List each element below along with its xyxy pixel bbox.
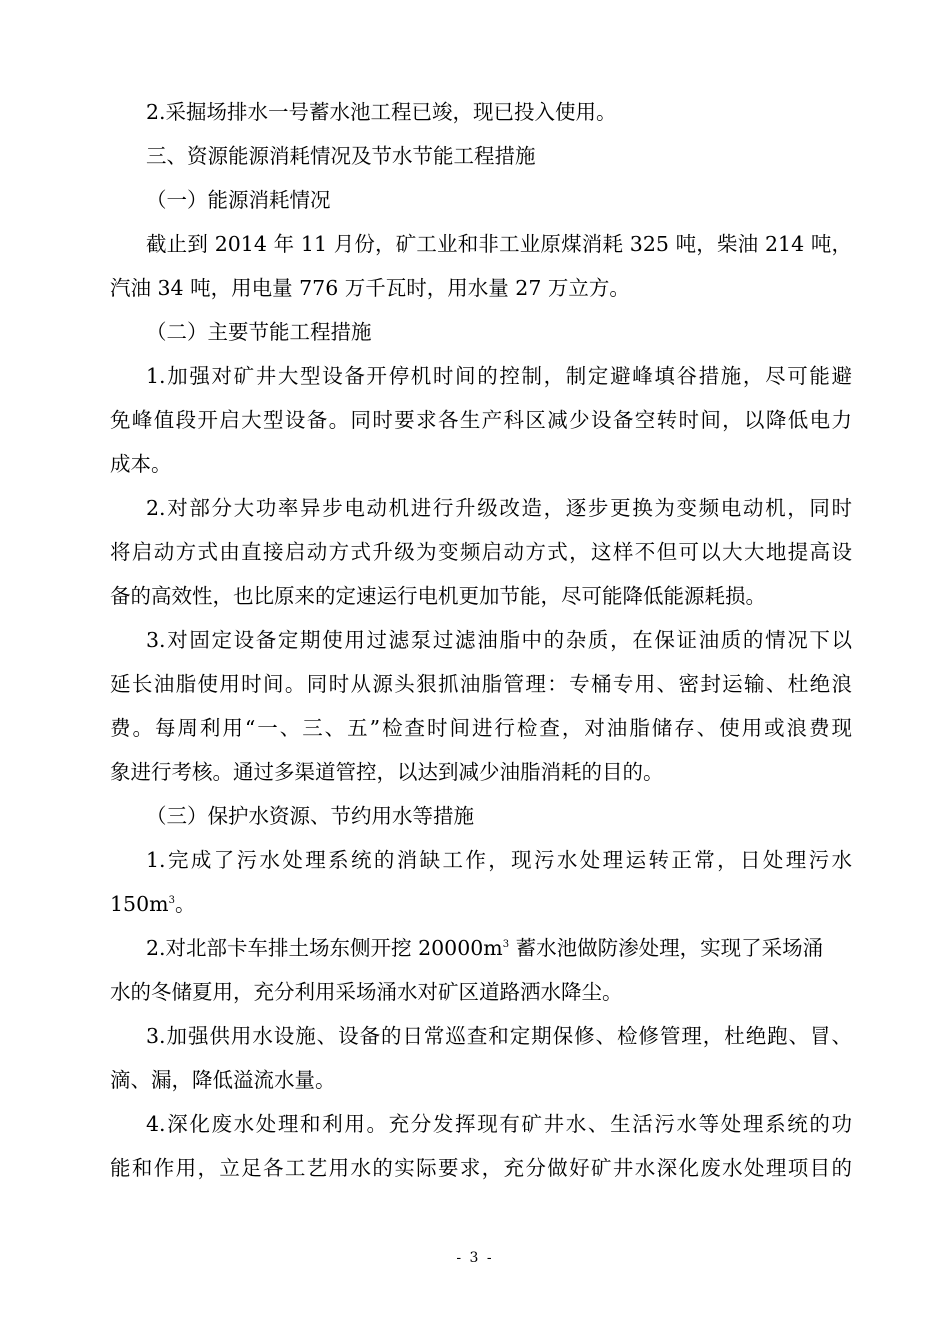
paragraph-water-measure-2 bbox=[110, 926, 852, 1014]
text-line: 免峰值段开启大型设备。同时要求各生产科区减少设备空转时间，以降低电力 bbox=[110, 408, 852, 432]
subsection-heading-energy-saving-measures bbox=[110, 310, 852, 354]
document-body bbox=[110, 90, 852, 1190]
text-line bbox=[110, 882, 852, 926]
text-line: 费。每周利用“一、三、五”检查时间进行检查，对油脂储存、使用或浪费现 bbox=[110, 716, 852, 740]
text-line: 1.完成了污水处理系统的消缺工作，现污水处理运转正常，日处理污水 bbox=[146, 848, 852, 872]
text-line: 1.加强对矿井大型设备开停机时间的控制，制定避峰填谷措施，尽可能避 bbox=[146, 364, 852, 388]
cubic-superscript: 3 bbox=[168, 895, 175, 906]
paragraph-reservoir-completed bbox=[110, 90, 852, 134]
text-line: 将启动方式由直接启动方式升级为变频启动方式，这样不但可以大大地提高设 bbox=[110, 540, 852, 564]
text-line: 3.对固定设备定期使用过滤泵过滤油脂中的杂质，在保证油质的情况下以 bbox=[146, 628, 852, 652]
text-line: 水的冬储夏用，充分利用采场涌水对矿区道路洒水降尘。 bbox=[110, 980, 623, 1004]
text-line: 4.深化废水处理和利用。充分发挥现有矿井水、生活污水等处理系统的功 bbox=[146, 1112, 852, 1136]
volume-value: 150m bbox=[110, 892, 169, 916]
text-line: 2.采掘场排水一号蓄水池工程已竣，现已投入使用。 bbox=[146, 100, 617, 124]
subsection-heading-energy-consumption bbox=[110, 178, 852, 222]
paragraph-water-measure-1 bbox=[110, 838, 852, 926]
punctuation: 。 bbox=[174, 892, 196, 916]
text-line: 象进行考核。通过多渠道管控，以达到减少油脂消耗的目的。 bbox=[110, 760, 664, 784]
text-line: 成本。 bbox=[110, 452, 172, 476]
cubic-superscript: 3 bbox=[502, 939, 510, 950]
text-line: 3.加强供用水设施、设备的日常巡查和定期保修、检修管理，杜绝跑、冒、 bbox=[146, 1024, 852, 1048]
text-line: （二）主要节能工程措施 bbox=[146, 320, 372, 344]
paragraph-measure-3 bbox=[110, 618, 852, 794]
paragraph-energy-figures bbox=[110, 222, 852, 310]
paragraph-water-measure-3 bbox=[110, 1014, 852, 1102]
subsection-heading-water-protection bbox=[110, 794, 852, 838]
text-segment: 2.对北部卡车排土场东侧开挖 20000m bbox=[146, 936, 503, 960]
text-line: 能和作用，立足各工艺用水的实际要求，充分做好矿井水深化废水处理项目的 bbox=[110, 1156, 852, 1180]
text-line: （三）保护水资源、节约用水等措施 bbox=[146, 804, 474, 828]
text-line: 滴、漏，降低溢流水量。 bbox=[110, 1068, 336, 1092]
paragraph-measure-2 bbox=[110, 486, 852, 618]
paragraph-measure-1 bbox=[110, 354, 852, 486]
paragraph-water-measure-4 bbox=[110, 1102, 852, 1190]
text-line: 延长油脂使用时间。同时从源头狠抓油脂管理：专桶专用、密封运输、杜绝浪 bbox=[110, 672, 852, 696]
text-line: 三、资源能源消耗情况及节水节能工程措施 bbox=[146, 144, 536, 168]
text-line: 截止到 2014 年 11 月份，矿工业和非工业原煤消耗 325 吨，柴油 214 吨， bbox=[146, 232, 852, 256]
text-line: 汽油 34 吨，用电量 776 万千瓦时，用水量 27 万立方。 bbox=[110, 276, 630, 300]
section-heading-3 bbox=[110, 134, 852, 178]
text-line: 备的高效性，也比原来的定速运行电机更加节能，尽可能降低能源耗损。 bbox=[110, 584, 766, 608]
page-number: - 3 - bbox=[456, 1250, 494, 1266]
text-line: 2.对部分大功率异步电动机进行升级改造，逐步更换为变频电动机，同时 bbox=[146, 496, 852, 520]
text-line bbox=[110, 926, 852, 970]
text-line: （一）能源消耗情况 bbox=[146, 188, 331, 212]
text-segment: 蓄水池做防渗处理，实现了采场涌 bbox=[509, 936, 824, 960]
